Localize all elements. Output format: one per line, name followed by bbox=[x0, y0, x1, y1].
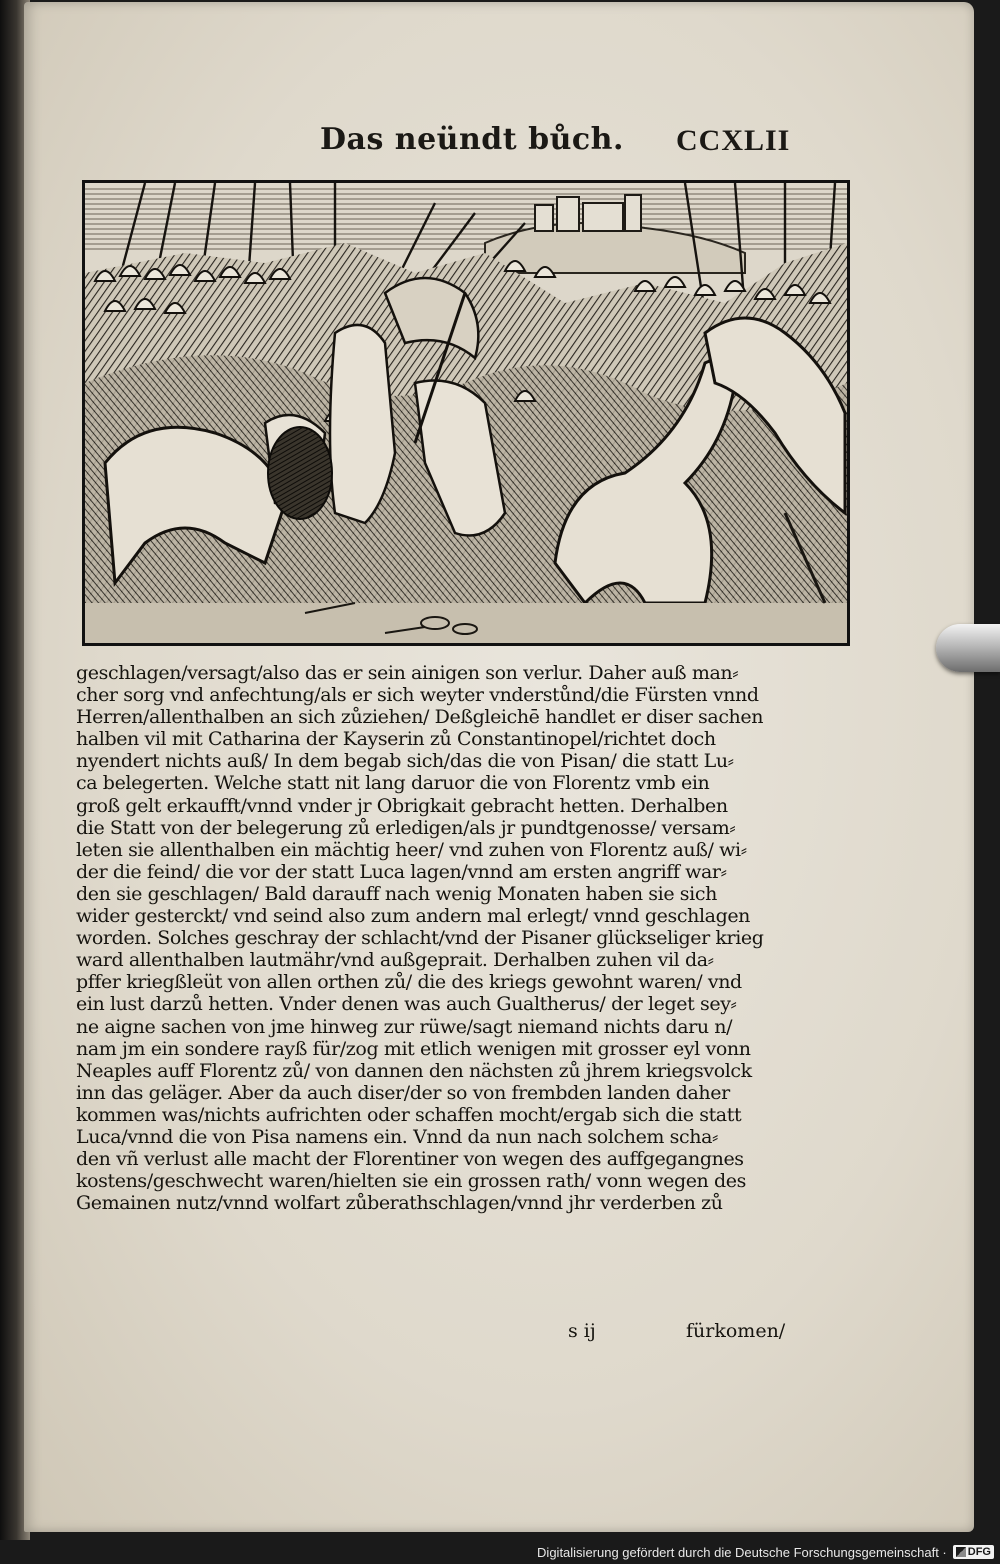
text-line: inn das geläger. Aber da auch diser/der so von frembden landen daher bbox=[76, 1081, 730, 1104]
battle-woodcut-icon bbox=[85, 183, 847, 643]
funding-credit: Digitalisierung gefördert durch die Deutsche Forschungsgemeinschaft · bbox=[537, 1544, 947, 1560]
text-line: ca belegerten. Welche statt nit lang daruor die von Florentz vmb ein bbox=[76, 772, 710, 795]
battle-woodcut-illustration bbox=[82, 180, 850, 646]
body-text bbox=[76, 662, 806, 1352]
text-line: der die feind/ die vor der statt Luca lagen/vnnd am ersten angriff war⸗ bbox=[76, 860, 727, 883]
catchword: fürkomen/ bbox=[686, 1320, 786, 1342]
signature-line bbox=[76, 1320, 806, 1346]
text-line: Gemainen nutz/vnnd wolfart zůberathschlagen/vnnd jhr verderben zů bbox=[76, 1192, 723, 1215]
text-line: Herren/allenthalben an sich zůziehen/ Deßgleichē handlet er diser sachen bbox=[76, 706, 764, 729]
text-line: die Statt von der belegerung zů erledigen/als jr pundtgenosse/ versam⸗ bbox=[76, 816, 736, 839]
dfg-logo-icon bbox=[953, 1545, 994, 1559]
text-line: leten sie allenthalben ein mächtig heer/ vnd zuhen von Florentz auß/ wi⸗ bbox=[76, 838, 747, 861]
text-line: den vñ verlust alle macht der Florentiner von wegen des auffgegangnes bbox=[76, 1148, 744, 1171]
text-line: kommen was/nichts aufrichten oder schaffen mocht/ergab sich die statt bbox=[76, 1103, 742, 1126]
text-line: halben vil mit Catharina der Kayserin zů Constantinopel/richtet doch bbox=[76, 728, 716, 751]
text-line: kostens/geschwecht waren/hielten sie ein grossen rath/ vonn wegen des bbox=[76, 1170, 746, 1193]
text-line: Luca/vnnd die von Pisa namens ein. Vnnd da nun nach solchem scha⸗ bbox=[76, 1125, 718, 1148]
text-line: ein lust darzů hetten. Vnder denen was auch Gualtherus/ der leget sey⸗ bbox=[76, 993, 737, 1016]
text-line: groß gelt erkaufft/vnnd vnder jr Obrigkait gebracht hetten. Derhalben bbox=[76, 794, 728, 817]
folio-number: CCXLII bbox=[676, 124, 791, 157]
text-line: nam jm ein sondere rayß für/zog mit etlich wenigen mit grosser eyl vonn bbox=[76, 1037, 751, 1060]
text-line: cher sorg vnd anfechtung/als er sich weyter vnderstůnd/die Fürsten vnnd bbox=[76, 684, 759, 707]
text-line: geschlagen/versagt/also das er sein ainigen son verlur. Daher auß man⸗ bbox=[76, 662, 739, 684]
text-line: wider gesterckt/ vnd seind also zum andern mal erlegt/ vnnd geschlagen bbox=[76, 905, 751, 928]
text-line: nyendert nichts auß/ In dem begab sich/das die von Pisan/ die statt Lu⸗ bbox=[76, 750, 734, 773]
text-line: den sie geschlagen/ Bald darauff nach wenig Monaten haben sie sich bbox=[76, 882, 717, 905]
digitization-footer bbox=[537, 1540, 1000, 1564]
running-head: Das neündt bůch. bbox=[320, 122, 624, 157]
text-line: pffer kriegßleüt von allen orthen zů/ die des kriegs gewohnt waren/ vnd bbox=[76, 971, 742, 994]
text-line: ne aigne sachen von jme hinweg zur rüwe/sagt niemand nichts daru n/ bbox=[76, 1015, 733, 1038]
text-line: Neaples auff Florentz zů/ von dannen den nächsten zů jhrem kriegsvolck bbox=[76, 1059, 752, 1082]
dfg-logo-text: DFG bbox=[967, 1546, 991, 1558]
text-line: worden. Solches geschray der schlacht/vnd der Pisaner glückseliger krieg bbox=[76, 927, 764, 950]
page-clip-icon bbox=[936, 624, 1000, 672]
signature-mark: s ij bbox=[568, 1320, 596, 1342]
text-line: ward allenthalben lautmähr/vnd außgeprait. Derhalben zuhen vil da⸗ bbox=[76, 949, 714, 972]
